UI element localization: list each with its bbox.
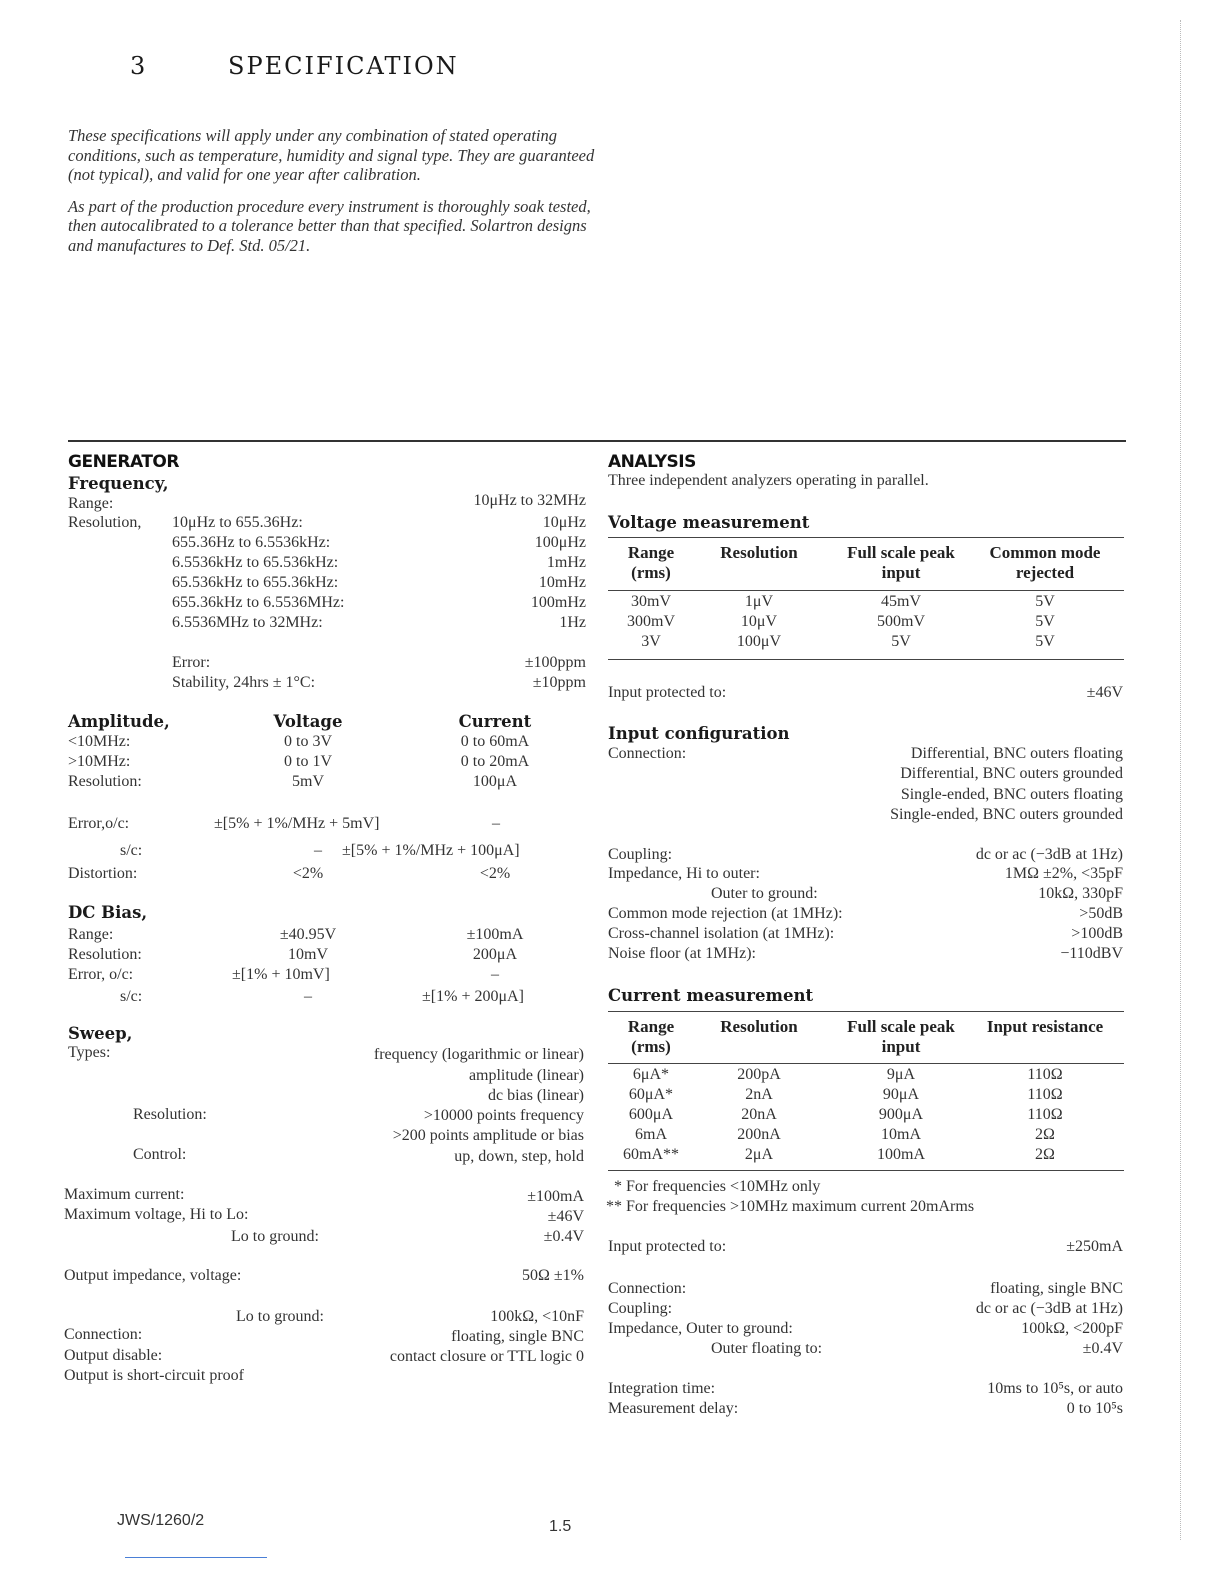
intro-paragraph: These specifications will apply under any combination of stated operating conditions, such as temperature, humidity and signal type. They are guaranteed (not typical), and valid for one year after calibration. (68, 126, 595, 184)
current-coupling-value: dc or ac (−3dB at 1Hz) (975, 1300, 1123, 1317)
output-disable-label: Output disable: (64, 1347, 163, 1364)
cell-input-resistance: 2Ω (1035, 1126, 1055, 1143)
stability-value: ±10ppm (532, 674, 586, 691)
dc-range-label: Range: (68, 926, 114, 943)
resolution-label: Resolution, (68, 514, 142, 531)
outer-ground-label: Outer to ground: (711, 885, 818, 902)
dc-resolution-label: Resolution: (68, 946, 142, 963)
document-reference: JWS/1260/2 (117, 1512, 205, 1529)
sweep-types-label: Types: (68, 1044, 111, 1061)
cell-range: 60μA* (628, 1086, 674, 1103)
integration-label: Integration time: (608, 1380, 716, 1397)
cell-full-scale: 900μA (878, 1106, 924, 1123)
table-rule (608, 1170, 1124, 1171)
lo-to-ground-label: Lo to ground: (236, 1308, 324, 1325)
amplitude-row-current: 0 to 60mA (460, 733, 530, 750)
cell-range: 6mA (635, 1126, 667, 1143)
outer-floating-value: ±0.4V (1082, 1340, 1123, 1357)
resolution-value: 100μHz (534, 534, 586, 551)
dc-resolution-current: 200μA (472, 946, 518, 963)
cell-range: 60mA** (623, 1146, 679, 1163)
delay-label: Measurement delay: (608, 1400, 739, 1417)
footnote: ** For frequencies >10MHz maximum current 20mArms (606, 1198, 975, 1215)
cell-full-scale: 100mA (877, 1146, 925, 1163)
amplitude-row-voltage: 5mV (292, 773, 324, 790)
connection-label: Connection: (64, 1326, 143, 1343)
max-current-label: Maximum current: (64, 1186, 185, 1203)
error-label: Error: (172, 654, 211, 671)
cell-range: 600μA (628, 1106, 674, 1123)
section-number: 3 (130, 52, 148, 80)
cell-full-scale: 10mA (881, 1126, 921, 1143)
dc-error-oc-label: Error, o/c: (68, 966, 134, 983)
header-full-scale: Full scale peak input (847, 543, 955, 582)
resolution-value: 1Hz (559, 614, 586, 631)
input-configuration-heading: Input configuration (608, 724, 790, 743)
noise-floor-value: −110dBV (1060, 945, 1123, 962)
current-impedance-label: Impedance, Outer to ground: (608, 1320, 793, 1337)
page-number: 1.5 (549, 1518, 572, 1535)
lo-to-ground-value: 100kΩ, <10nF (490, 1308, 584, 1325)
cross-channel-value: >100dB (1071, 925, 1123, 942)
cell-resolution: 20nA (741, 1106, 777, 1123)
section-rule (68, 440, 1126, 442)
cell-input-resistance: 110Ω (1027, 1066, 1063, 1083)
amplitude-row-label: >10MHz: (68, 753, 131, 770)
analysis-title: ANALYSIS (608, 452, 696, 472)
range-label: Range: (68, 495, 114, 512)
amplitude-row-current: 0 to 20mA (460, 753, 530, 770)
dc-error-oc-current: – (491, 966, 499, 983)
cell-range: 30mV (631, 593, 671, 610)
voltage-column-header: Voltage (273, 712, 343, 731)
coupling-label: Coupling: (608, 846, 673, 863)
generator-title: GENERATOR (68, 452, 179, 472)
table-rule (608, 590, 1124, 591)
impedance-hi-label: Impedance, Hi to outer: (608, 865, 760, 882)
table-rule (608, 1063, 1124, 1064)
margin-dotted-line (1180, 20, 1181, 1540)
range-value: 10μHz to 32MHz (473, 492, 586, 509)
cell-input-resistance: 2Ω (1035, 1146, 1055, 1163)
resolution-band: 6.5536MHz to 32MHz: (172, 614, 323, 631)
cell-resolution: 200nA (737, 1126, 781, 1143)
cmr-label: Common mode rejection (at 1MHz): (608, 905, 843, 922)
error-sc-current: ±[5% + 1%/MHz + 100μA] (342, 842, 520, 859)
distortion-current: <2% (479, 865, 511, 882)
cmr-value: >50dB (1079, 905, 1123, 922)
current-protected-label: Input protected to: (608, 1238, 727, 1255)
table-rule (608, 1011, 1124, 1012)
resolution-band: 10μHz to 655.36Hz: (172, 514, 303, 531)
error-oc-current: – (492, 815, 500, 832)
amplitude-row-label: <10MHz: (68, 733, 131, 750)
outer-floating-label: Outer floating to: (711, 1340, 823, 1357)
voltage-measurement-heading: Voltage measurement (608, 513, 810, 532)
amplitude-heading: Amplitude, (68, 712, 170, 731)
input-connection: Differential, BNC outers grounded (900, 765, 1123, 782)
header-resolution: Resolution (720, 1017, 798, 1036)
current-impedance-value: 100kΩ, <200pF (1021, 1320, 1123, 1337)
header-range: Range (rms) (627, 543, 675, 582)
intro-text (68, 126, 608, 267)
error-oc-voltage: ±[5% + 1%/MHz + 5mV] (214, 815, 380, 832)
sweep-resolution-label: Resolution: (133, 1106, 207, 1123)
current-column-header: Current (458, 712, 532, 731)
distortion-voltage: <2% (292, 865, 324, 882)
analysis-subtitle: Three independent analyzers operating in parallel. (608, 472, 929, 489)
sweep-resolution: >200 points amplitude or bias (392, 1127, 584, 1144)
output-impedance-value: 50Ω ±1% (522, 1267, 584, 1284)
cell-resolution: 100μV (736, 633, 782, 650)
sweep-resolution: >10000 points frequency (423, 1107, 584, 1124)
error-oc-label: Error,o/c: (68, 815, 130, 832)
amplitude-row-current: 100μA (472, 773, 518, 790)
sweep-type: dc bias (linear) (488, 1087, 584, 1104)
cell-resolution: 2μA (744, 1146, 774, 1163)
amplitude-row-voltage: 0 to 1V (284, 753, 332, 770)
header-resolution: Resolution (720, 543, 798, 562)
footer-underline (125, 1557, 267, 1558)
voltage-protected-label: Input protected to: (608, 684, 727, 701)
cell-common-mode: 5V (1035, 593, 1055, 610)
impedance-hi-value: 1MΩ ±2%, <35pF (1004, 865, 1123, 882)
frequency-heading: Frequency, (68, 474, 169, 493)
dc-range-current: ±100mA (466, 926, 524, 943)
cell-range: 3V (641, 633, 661, 650)
cell-resolution: 200pA (737, 1066, 781, 1083)
sweep-type: frequency (logarithmic or linear) (373, 1046, 584, 1063)
input-connection: Differential, BNC outers floating (910, 745, 1123, 762)
intro-paragraph: As part of the production procedure every instrument is thoroughly soak tested, then autocalibrated to a tolerance better than that specified. Solartron designs and manufactures to Def. Std. 05/21. (68, 196, 591, 255)
lo-ground-value: ±0.4V (543, 1228, 584, 1245)
dc-error-sc-voltage: – (304, 988, 312, 1005)
resolution-band: 655.36Hz to 6.5536kHz: (172, 534, 331, 551)
max-current-value: ±100mA (527, 1188, 584, 1205)
outer-ground-value: 10kΩ, 330pF (1038, 885, 1123, 902)
table-rule (608, 659, 1124, 660)
footnote: * For frequencies <10MHz only (614, 1178, 821, 1195)
input-connection-label: Connection: (608, 745, 687, 762)
error-sc-voltage: – (314, 842, 322, 859)
page-title: SPECIFICATION (228, 52, 459, 80)
cell-full-scale: 9μA (886, 1066, 916, 1083)
cell-full-scale: 500mV (877, 613, 925, 630)
dc-error-sc-current: ±[1% + 200μA] (422, 988, 524, 1005)
cell-resolution: 2nA (745, 1086, 773, 1103)
dc-range-voltage: ±40.95V (279, 926, 337, 943)
lo-ground-label: Lo to ground: (231, 1228, 319, 1245)
resolution-band: 6.5536kHz to 65.536kHz: (172, 554, 339, 571)
short-circuit-note: Output is short-circuit proof (64, 1367, 244, 1384)
current-connection-label: Connection: (608, 1280, 687, 1297)
current-coupling-label: Coupling: (608, 1300, 673, 1317)
current-measurement-heading: Current measurement (608, 986, 814, 1005)
dc-resolution-voltage: 10mV (288, 946, 328, 963)
sweep-type: amplitude (linear) (468, 1067, 584, 1084)
resolution-value: 10μHz (542, 514, 586, 531)
current-protected-value: ±250mA (1066, 1238, 1123, 1255)
cell-resolution: 1μV (744, 593, 774, 610)
cross-channel-label: Cross-channel isolation (at 1MHz): (608, 925, 835, 942)
cell-common-mode: 5V (1035, 613, 1055, 630)
distortion-label: Distortion: (68, 865, 138, 882)
amplitude-row-label: Resolution: (68, 773, 142, 790)
cell-input-resistance: 110Ω (1027, 1106, 1063, 1123)
sweep-heading: Sweep, (68, 1024, 133, 1043)
max-voltage-label: Maximum voltage, Hi to Lo: (64, 1206, 249, 1223)
input-connection: Single-ended, BNC outers grounded (890, 806, 1123, 823)
integration-value: 10ms to 10⁵s, or auto (987, 1380, 1123, 1397)
output-impedance-label: Output impedance, voltage: (64, 1267, 242, 1284)
dc-bias-heading: DC Bias, (68, 903, 148, 922)
header-full-scale: Full scale peak input (847, 1017, 955, 1056)
amplitude-row-voltage: 0 to 3V (284, 733, 332, 750)
resolution-value: 1mHz (546, 554, 586, 571)
error-sc-label: s/c: (120, 842, 143, 859)
output-disable-value: contact closure or TTL logic 0 (389, 1348, 584, 1365)
cell-common-mode: 5V (1035, 633, 1055, 650)
cell-resolution: 10μV (740, 613, 778, 630)
header-range: Range (rms) (627, 1017, 675, 1056)
resolution-band: 655.36kHz to 6.5536MHz: (172, 594, 345, 611)
cell-full-scale: 5V (891, 633, 911, 650)
cell-input-resistance: 110Ω (1027, 1086, 1063, 1103)
delay-value: 0 to 10⁵s (1066, 1400, 1123, 1417)
stability-label: Stability, 24hrs ± 1°C: (172, 674, 316, 691)
cell-full-scale: 45mV (881, 593, 921, 610)
connection-value: floating, single BNC (451, 1328, 584, 1345)
header-common-mode: Common mode rejected (989, 543, 1101, 582)
resolution-band: 65.536kHz to 655.36kHz: (172, 574, 339, 591)
table-rule (608, 537, 1124, 538)
dc-error-sc-label: s/c: (120, 988, 143, 1005)
sweep-control-label: Control: (133, 1146, 187, 1163)
voltage-protected-value: ±46V (1086, 684, 1123, 701)
resolution-value: 10mHz (538, 574, 586, 591)
cell-range: 300mV (627, 613, 675, 630)
resolution-value: 100mHz (530, 594, 586, 611)
error-value: ±100ppm (524, 654, 586, 671)
cell-full-scale: 90μA (882, 1086, 920, 1103)
current-connection-value: floating, single BNC (990, 1280, 1123, 1297)
coupling-value: dc or ac (−3dB at 1Hz) (975, 846, 1123, 863)
max-voltage-value: ±46V (547, 1208, 584, 1225)
header-input-resistance: Input resistance (986, 1017, 1104, 1036)
sweep-control-value: up, down, step, hold (454, 1148, 584, 1165)
dc-error-oc-voltage: ±[1% + 10mV] (232, 966, 330, 983)
cell-range: 6μA* (632, 1066, 670, 1083)
noise-floor-label: Noise floor (at 1MHz): (608, 945, 756, 962)
input-connection: Single-ended, BNC outers floating (900, 786, 1123, 803)
